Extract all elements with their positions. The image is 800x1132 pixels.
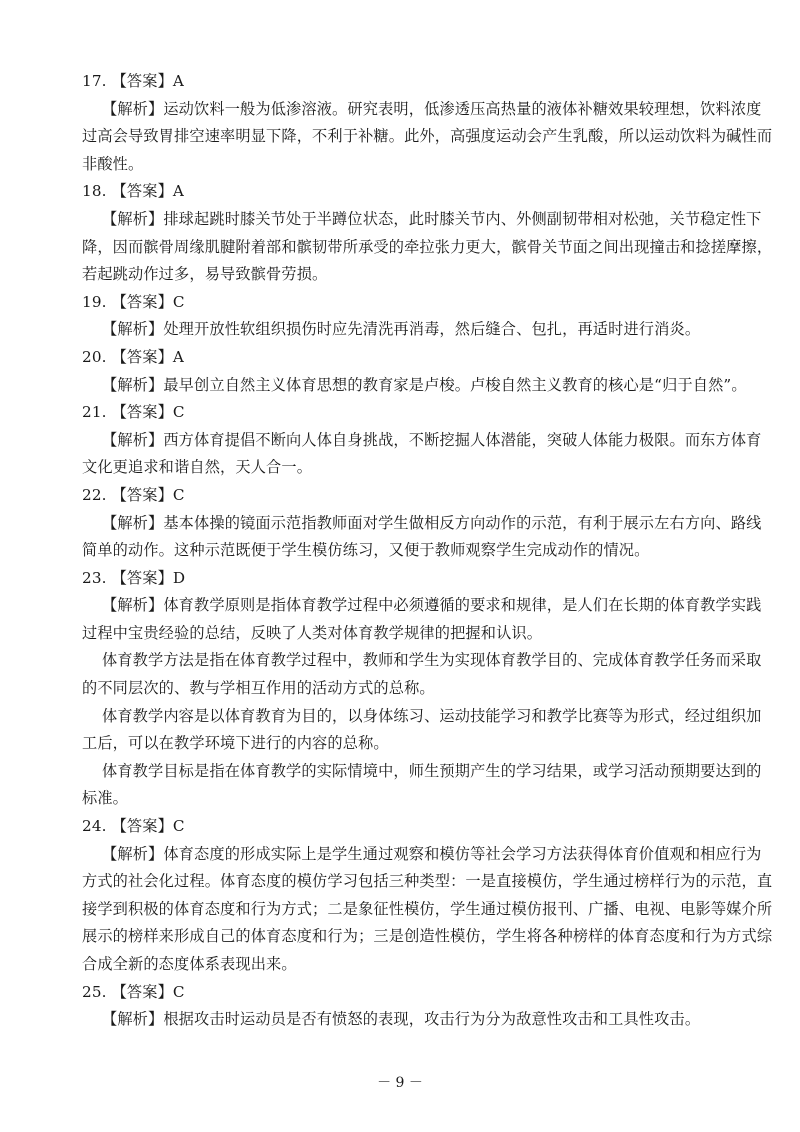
explanation-18-line-3: 若起跳动作过多，易导致髌骨劳损。 [82,265,328,284]
answer-21: 21. 【答案】C [82,403,185,422]
explanation-23-line-5: 体育教学内容是以体育教育为目的，以身体练习、运动技能学习和教学比赛等为形式，经过组织加 [102,706,762,725]
explanation-18-line-2: 降，因而髌骨周缘肌腱附着部和髌韧带所承受的牵拉张力更大，髌骨关节面之间出现撞击和捻搓摩擦， [82,237,773,256]
explanation-22-line-2: 简单的动作。这种示范既便于学生模仿练习，又便于教师观察学生完成动作的情况。 [82,541,650,560]
explanation-24-line-1: 【解析】体育态度的形成实际上是学生通过观察和模仿等社会学习方法获得体育价值观和相应行为 [102,844,762,863]
explanation-21-line-1: 【解析】西方体育提倡不断向人体自身挑战，不断挖掘人体潜能，突破人体能力极限。而东方体育 [102,430,762,449]
answer-20: 20. 【答案】A [82,347,185,366]
explanation-24-line-3: 接学到积极的体育态度和行为方式；二是象征性模仿，学生通过模仿报刊、广播、电视、电影等媒介所 [82,899,773,918]
explanation-23-line-3: 体育教学方法是指在体育教学过程中，教师和学生为实现体育教学目的、完成体育教学任务而采取 [102,651,762,670]
explanation-20-line-1: 【解析】最早创立自然主义体育思想的教育家是卢梭。卢梭自然主义教育的核心是“归于自然”。 [102,375,747,394]
explanation-17-line-2: 过高会导致胃排空速率明显下降，不利于补糖。此外，高强度运动会产生乳酸，所以运动饮料为碱性而 [82,127,773,146]
explanation-22-line-1: 【解析】基本体操的镜面示范指教师面对学生做相反方向动作的示范，有利于展示左右方向、路线 [102,513,762,532]
answer-page [82,68,773,1034]
explanation-17-line-3: 非酸性。 [82,154,144,173]
explanation-23-line-6: 工后，可以在教学环境下进行的内容的总称。 [82,734,389,753]
answer-17: 17. 【答案】A [82,72,185,90]
answer-22: 22. 【答案】C [82,485,185,504]
explanation-25-line-1: 【解析】根据攻击时运动员是否有愤怒的表现，攻击行为分为敌意性攻击和工具性攻击。 [102,1010,701,1029]
explanation-23-line-1: 【解析】体育教学原则是指体育教学过程中必须遵循的要求和规律，是人们在长期的体育教学实践 [102,596,762,615]
explanation-24-line-5: 合成全新的态度体系表现出来。 [82,955,297,973]
explanation-19-line-1: 【解析】处理开放性软组织损伤时应先清洗再消毒，然后缝合、包扎，再适时进行消炎。 [102,320,701,339]
answer-19: 19. 【答案】C [82,292,185,311]
explanation-24-line-4: 展示的榜样来形成自己的体育态度和行为；三是创造性模仿，学生将各种榜样的体育态度和行为方式综 [82,927,773,946]
explanation-21-line-2: 文化更追求和谐自然，天人合一。 [82,458,313,477]
explanation-23-line-4: 的不同层次的、教与学相互作用的活动方式的总称。 [82,679,435,698]
answer-25: 25. 【答案】C [82,982,185,1001]
explanation-23-line-8: 标准。 [82,789,129,808]
answer-24: 24. 【答案】C [82,817,185,836]
explanation-17-line-1: 【解析】运动饮料一般为低渗溶液。研究表明，低渗透压高热量的液体补糖效果较理想，饮料浓度 [102,99,762,118]
answer-23: 23. 【答案】D [82,568,186,587]
explanation-24-line-2: 方式的社会化过程。体育态度的模仿学习包括三种类型：一是直接模仿，学生通过榜样行为的示范，直 [82,872,773,891]
page-number: － 9 － [377,1075,423,1091]
explanation-23-line-7: 体育教学目标是指在体育教学的实际情境中，师生预期产生的学习结果，或学习活动预期要达到的 [102,761,762,780]
answer-18: 18. 【答案】A [82,182,185,201]
explanation-23-line-2: 过程中宝贵经验的总结，反映了人类对体育教学规律的把握和认识。 [82,623,543,642]
explanation-18-line-1: 【解析】排球起跳时膝关节处于半蹲位状态，此时膝关节内、外侧副韧带相对松弛，关节稳定性下 [102,209,762,228]
